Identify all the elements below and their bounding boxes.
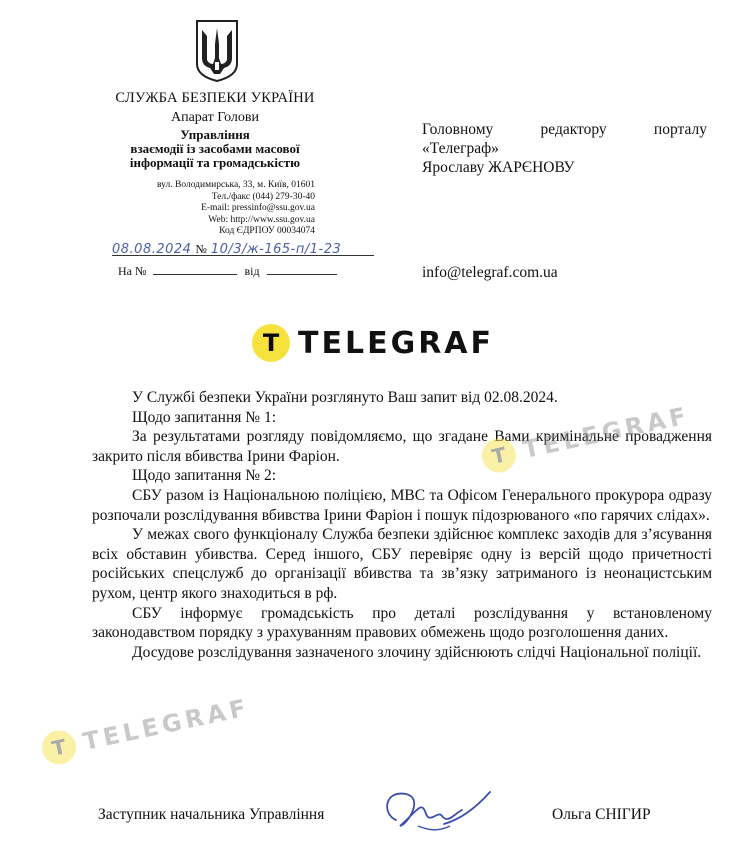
dept-line-1: Управління bbox=[180, 127, 250, 142]
dept-line-2: взаємодії із засобами масової bbox=[130, 141, 300, 156]
watermark-text: TELEGRAF bbox=[80, 693, 253, 756]
addressee-email: info@telegraf.com.ua bbox=[422, 264, 558, 281]
dept-line-3: інформації та громадськістю bbox=[129, 155, 301, 170]
code-line: Код ЄДРПОУ 00034074 bbox=[219, 226, 315, 236]
number-sign: № bbox=[195, 242, 207, 256]
addressee-line-1: Головному редактору порталу bbox=[422, 121, 707, 138]
signatory-name: Ольга СНІГИР bbox=[552, 806, 651, 823]
paragraph-6: У межах свого функціоналу Служба безпеки здійснює комплекс заходів для з’ясування всіх обставин убивства. Серед іншого, СБУ перевіряє одну із версій щодо причетності російських спецслужб до організації вбивства та зв’язку затриманого із неонацистським рухом, центр якого знаходиться в рф. bbox=[92, 526, 712, 602]
coat-of-arms-icon bbox=[194, 18, 240, 84]
watermark-t-icon: T bbox=[479, 435, 519, 475]
outgoing-reference bbox=[112, 240, 374, 258]
email-line: E-mail: pressinfo@ssu.gov.ua bbox=[201, 203, 315, 213]
handwritten-signature bbox=[378, 780, 498, 840]
paragraph-7: СБУ інформує громадськість про деталі розслідування у встановленому законодавством порядку з урахуванням правових обмежень щодо розголошення даних. bbox=[92, 604, 712, 642]
telegraf-logo-text: TELEGRAF bbox=[298, 325, 495, 361]
watermark-text: TELEGRAF bbox=[520, 401, 693, 464]
telegraf-t-icon: T bbox=[252, 324, 290, 362]
reply-date-blank bbox=[267, 274, 337, 275]
outgoing-number: 10/3/ж-165-п/1-23 bbox=[210, 242, 342, 257]
watermark-left bbox=[39, 690, 253, 767]
address-line: вул. Володимирська, 33, м. Київ, 01601 bbox=[157, 180, 315, 190]
outgoing-underline bbox=[112, 255, 374, 256]
addressee-block bbox=[422, 120, 707, 177]
outgoing-date: 08.08.2024 bbox=[112, 242, 192, 257]
paragraph-4: Щодо запитання № 2: bbox=[132, 467, 276, 485]
contact-block bbox=[145, 180, 315, 238]
apparatus-line: Апарат Голови bbox=[170, 110, 260, 125]
telegraf-logo bbox=[252, 322, 494, 364]
paragraph-5: СБУ разом із Національною поліцією, МВС та Офісом Генерального прокурора одразу розпочали розслідування вбивства Ірини Фаріон і пошук підозрюваного «по гарячих слідах». bbox=[92, 486, 712, 524]
addressee-line-2: «Телеграф» bbox=[422, 140, 499, 157]
web-line: Web: http://www.ssu.gov.ua bbox=[208, 214, 315, 225]
paragraph-8: Досудове розслідування зазначеного злочину здійснюють слідчі Національної поліції. bbox=[132, 643, 702, 661]
paragraph-2: Щодо запитання № 1: bbox=[132, 408, 276, 426]
signatory-position: Заступник начальника Управління bbox=[98, 806, 325, 823]
department-name bbox=[90, 128, 340, 170]
phone-line: Тел./факс (044) 279-30-40 bbox=[211, 191, 315, 202]
paragraph-1: У Службі безпеки України розглянуто Ваш запит від 02.08.2024. bbox=[132, 389, 558, 406]
letter-body bbox=[92, 388, 712, 662]
addressee-line-3: Ярославу ЖАРЄНОВУ bbox=[422, 159, 575, 176]
org-name: СЛУЖБА БЕЗПЕКИ УКРАЇНИ bbox=[115, 90, 315, 106]
reply-number-blank bbox=[153, 274, 237, 275]
paragraph-3: За результатами розгляду повідомляємо, що згадане Вами кримінальне провадження закрито після вбивства Ірини Фаріон. bbox=[92, 428, 712, 465]
watermark-t-icon: T bbox=[39, 727, 79, 767]
reply-from-label: від bbox=[244, 264, 260, 278]
reply-reference bbox=[118, 264, 337, 279]
reply-label: На № bbox=[118, 264, 147, 278]
